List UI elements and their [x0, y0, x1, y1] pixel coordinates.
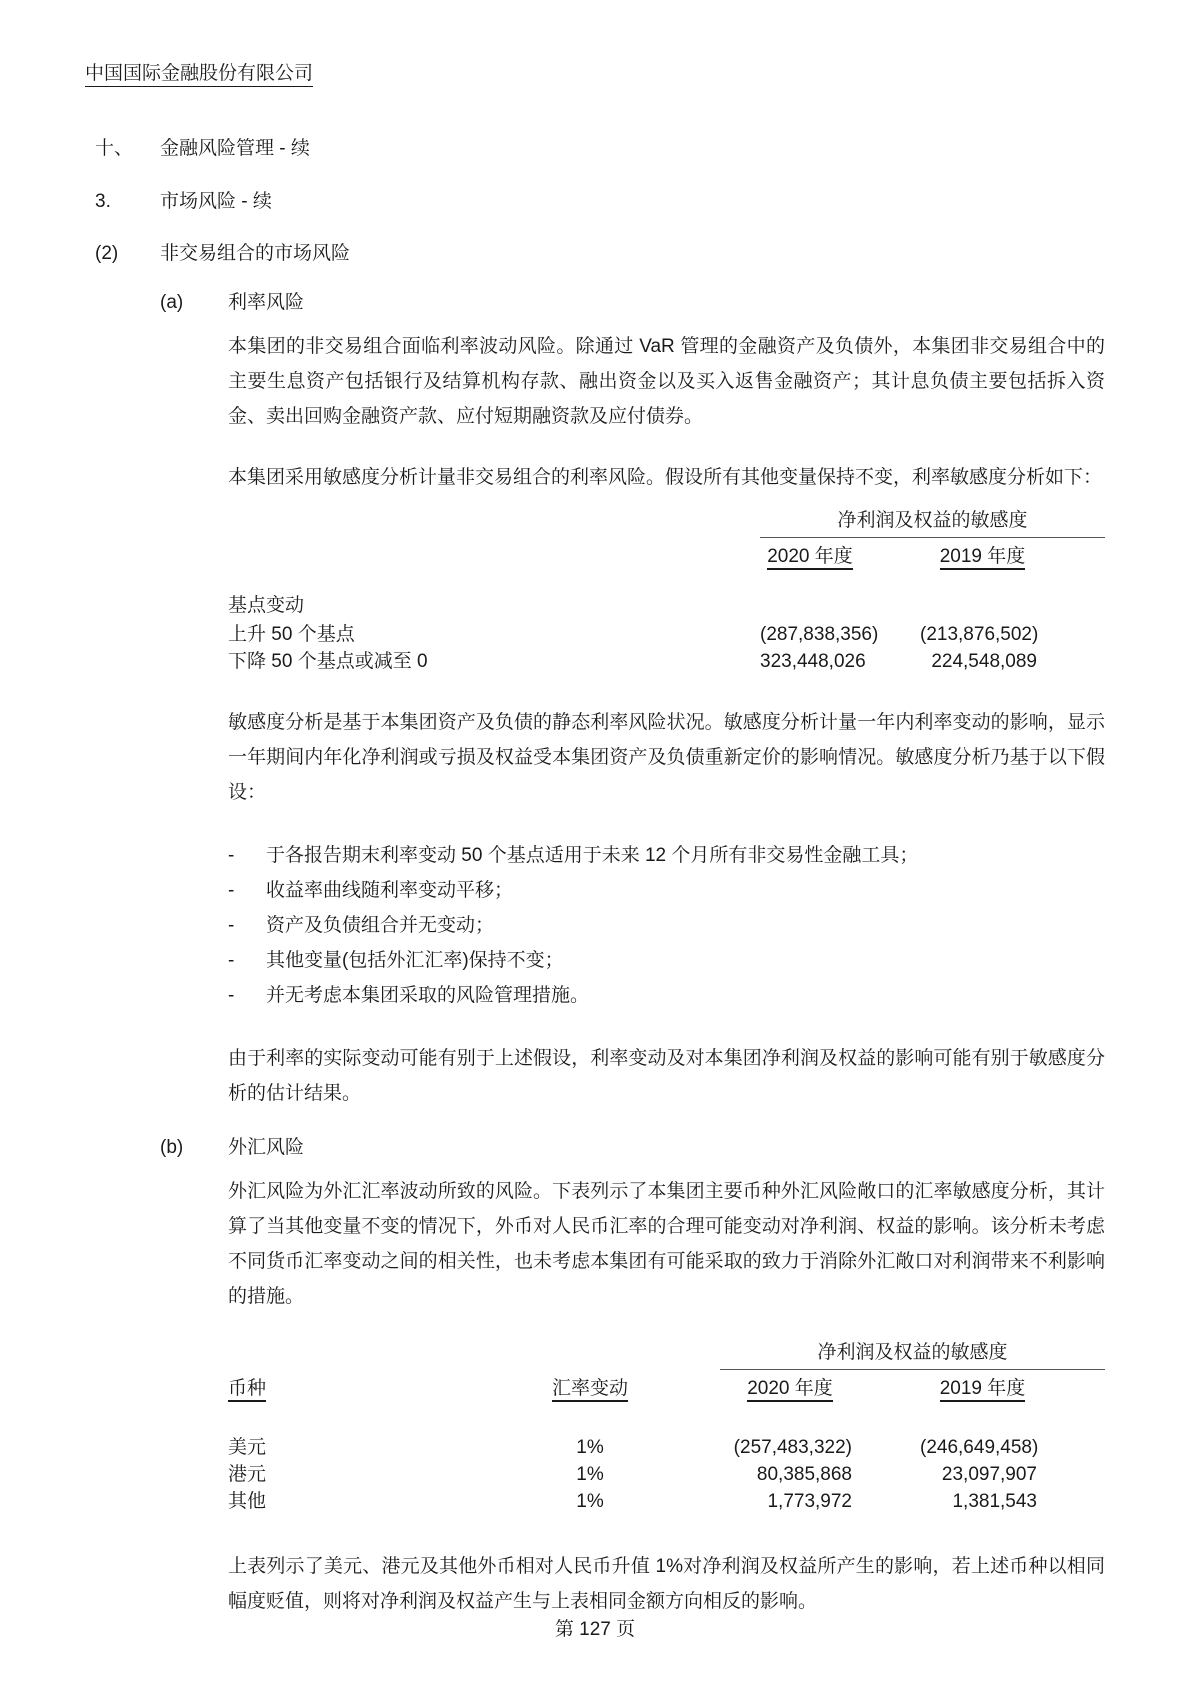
- value-2019: 23,097,907: [941, 1464, 1037, 1485]
- rate-change: 1%: [576, 1464, 604, 1485]
- value-2020: 80,385,868: [756, 1464, 852, 1485]
- section-10-heading: [95, 131, 1190, 166]
- row-label: 下降 50 个基点或减至 0: [228, 651, 428, 672]
- table-group-header-row: [228, 508, 1105, 538]
- column-header-rate-change: 汇率变动: [460, 1374, 720, 1404]
- subsection-a-heading: [160, 285, 1190, 320]
- assumption-list: [228, 838, 1105, 1013]
- section-title: 市场风险 - 续: [160, 191, 272, 212]
- table-group-header: 净利润及权益的敏感度: [720, 1340, 1105, 1370]
- table-group-header-row: [228, 1340, 1105, 1370]
- column-header-2019: 2019 年度: [920, 542, 1105, 572]
- value-2019: 1,381,543: [952, 1491, 1037, 1512]
- subsection-number: (a): [160, 292, 184, 313]
- subsection-title: 外汇风险: [228, 1137, 305, 1158]
- table-row: [228, 1461, 1105, 1488]
- fx-sensitivity-table: [228, 1340, 1105, 1515]
- table-group-header: 净利润及权益的敏感度: [760, 508, 1105, 538]
- section-number: 十、: [95, 138, 134, 159]
- currency-label: 其他: [228, 1491, 267, 1512]
- table-row: [228, 1488, 1105, 1515]
- column-header-currency: 币种: [228, 1374, 460, 1404]
- fx-paragraph-1: 外汇风险为外汇汇率波动所致的风险。下表列示了本集团主要币种外汇风险敞口的汇率敏感度分析，其计算了当其他变量不变的情况下，外币对人民币汇率的合理可能变动对净利润、权益的影响。该分析未考虑不同货币汇率变动之间的相关性，也未考虑本集团有可能采取的致力于消除外汇敞口对利润带来不利影响的措施。: [228, 1181, 1105, 1307]
- list-item: - 资产及负债组合并无变动；: [228, 908, 1105, 943]
- table-row: [228, 1434, 1105, 1461]
- section-title: 非交易组合的市场风险: [160, 243, 351, 264]
- value-2020: 1,773,972: [767, 1491, 852, 1512]
- value-2020: 323,448,026: [760, 651, 866, 672]
- bullet-dash: -: [228, 845, 235, 866]
- currency-label: 美元: [228, 1437, 267, 1458]
- section-title: 金融风险管理 - 续: [160, 138, 310, 159]
- interest-rate-paragraph-2: 本集团采用敏感度分析计量非交易组合的利率风险。假设所有其他变量保持不变，利率敏感度分析如下：: [228, 467, 1103, 488]
- interest-rate-sensitivity-table: [228, 508, 1105, 675]
- value-2019: (246,649,458): [920, 1437, 1039, 1458]
- section-number: (2): [95, 243, 119, 264]
- section-number: 3.: [95, 191, 111, 212]
- bullet-dash: -: [228, 950, 235, 971]
- interest-rate-paragraph-1: 本集团的非交易组合面临利率波动风险。除通过 VaR 管理的金融资产及负债外，本集团非交易组合中的主要生息资产包括银行及结算机构存款、融出资金以及买入返售金融资产；其计息负债主要包括拆入资金、卖出回购金融资产款、应付短期融资款及应付债券。: [228, 336, 1105, 427]
- list-item: - 其他变量(包括外汇汇率)保持不变；: [228, 943, 1105, 978]
- table-row-group-label: [228, 592, 1105, 619]
- column-header-2020: 2020 年度: [760, 542, 920, 572]
- currency-label: 港元: [228, 1464, 267, 1485]
- value-2019: (213,876,502): [920, 624, 1039, 645]
- subsection-number: (b): [160, 1137, 184, 1158]
- company-name: 中国国际金融股份有限公司: [85, 0, 1190, 91]
- table-column-headers: [228, 1374, 1105, 1404]
- fx-paragraph-2: 上表列示了美元、港元及其他外币相对人民币升值 1%对净利润及权益所产生的影响，若上述币种以相同幅度贬值，则将对净利润及权益产生与上表相同金额方向相反的影响。: [228, 1556, 1105, 1612]
- interest-rate-paragraph-3: 敏感度分析是基于本集团资产及负债的静态利率风险状况。敏感度分析计量一年内利率变动的影响，显示一年期间内年化净利润或亏损及权益受本集团资产及负债重新定价的影响情况。敏感度分析乃基于以下假设：: [228, 712, 1105, 803]
- interest-rate-paragraph-4: 由于利率的实际变动可能有别于上述假设，利率变动及对本集团净利润及权益的影响可能有别于敏感度分析的估计结果。: [228, 1048, 1105, 1104]
- subsection-b-heading: [160, 1130, 1190, 1165]
- rate-change: 1%: [576, 1437, 604, 1458]
- list-item: - 并无考虑本集团采取的风险管理措施。: [228, 978, 1105, 1013]
- table-row: [228, 648, 1105, 675]
- bullet-dash: -: [228, 915, 235, 936]
- row-group-label: 基点变动: [228, 595, 305, 616]
- table-row: [228, 621, 1105, 648]
- page-number: 第 127 页: [554, 1619, 636, 1640]
- value-2019: 224,548,089: [931, 651, 1037, 672]
- column-header-2019: 2019 年度: [920, 1374, 1105, 1404]
- section-3-heading: [95, 184, 1190, 219]
- value-2020: (257,483,322): [733, 1437, 852, 1458]
- bullet-dash: -: [228, 985, 235, 1006]
- subsection-title: 利率风险: [228, 292, 305, 313]
- list-item: - 收益率曲线随利率变动平移；: [228, 873, 1105, 908]
- table-column-headers: [228, 542, 1105, 572]
- value-2020: (287,838,356): [760, 624, 879, 645]
- section-2-heading: [95, 236, 1190, 271]
- list-item: - 于各报告期末利率变动 50 个基点适用于未来 12 个月所有非交易性金融工具；: [228, 838, 1105, 873]
- bullet-dash: -: [228, 880, 235, 901]
- rate-change: 1%: [576, 1491, 604, 1512]
- row-label: 上升 50 个基点: [228, 624, 355, 645]
- column-header-2020: 2020 年度: [720, 1374, 920, 1404]
